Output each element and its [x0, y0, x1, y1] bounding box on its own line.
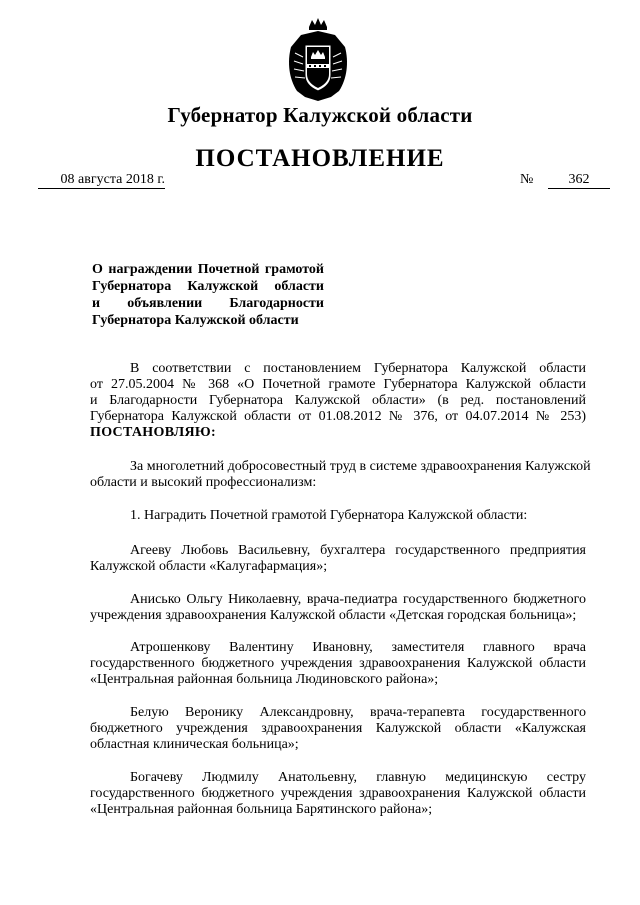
awardee-line: государственного бюджетного учреждения здравоохранения Калужской области	[90, 656, 586, 671]
awardee-line: Атрошенкову Валентину Ивановну, заместителя главного врача	[130, 640, 586, 655]
awardee-paragraph	[90, 705, 586, 753]
awardee-line: бюджетного учреждения здравоохранения Калужской области «Калужская	[90, 721, 586, 736]
reason-paragraph	[90, 459, 591, 491]
awardee-paragraph	[90, 640, 586, 688]
awardee-line: Агееву Любовь Васильевну, бухгалтера государственного предприятия	[130, 543, 586, 558]
awardee-line: Анисько Ольгу Николаевну, врача-педиатра государственного бюджетного	[130, 592, 586, 607]
awardee-line: учреждения здравоохранения Калужской области «Детская городская больница»;	[90, 608, 577, 623]
reason-line: области и высокий профессионализм:	[90, 475, 317, 490]
subject-line: Губернатора Калужской области	[92, 279, 324, 294]
coat-of-arms-icon	[285, 17, 351, 101]
awardee-line: «Центральная районная больница Барятинского района»;	[90, 802, 433, 817]
document-date: 08 августа 2018 г.	[38, 172, 165, 189]
preamble-line: от 27.05.2004 № 368 «О Почетной грамоте Губернатора Калужской области	[90, 377, 586, 392]
preamble-line: Губернатора Калужской области от 01.08.2012 № 376, от 04.07.2014 № 253)	[90, 409, 586, 424]
subject-line: Губернатора Калужской области	[92, 313, 299, 328]
preamble-line: и Благодарности Губернатора Калужской области» (в ред. постановлений	[90, 393, 586, 408]
decree-word: ПОСТАНОВЛЯЮ:	[90, 425, 216, 440]
item-1-text: 1. Наградить Почетной грамотой Губернатора Калужской области:	[130, 508, 528, 523]
item-1	[90, 508, 586, 524]
awardee-paragraph	[90, 543, 586, 575]
awardee-paragraph	[90, 592, 586, 624]
awardee-line: Богачеву Людмилу Анатольевну, главную медицинскую сестру	[130, 770, 586, 785]
awardee-line: государственного бюджетного учреждения здравоохранения Калужской области	[90, 786, 586, 801]
awardee-line: областная клиническая больница»;	[90, 737, 299, 752]
number-sign: №	[520, 172, 534, 187]
authority-title: Губернатор Калужской области	[167, 103, 473, 127]
subject-line: и объявлении Благодарности	[92, 296, 324, 311]
preamble-paragraph	[90, 361, 586, 425]
document-type-title: ПОСТАНОВЛЕНИЕ	[195, 145, 445, 172]
document-number: 362	[548, 172, 610, 189]
awardee-paragraph	[90, 770, 586, 818]
document-subject	[92, 261, 324, 329]
awardee-line: Калужской области «Калугафармация»;	[90, 559, 328, 574]
reason-line: За многолетний добросовестный труд в системе здравоохранения Калужской	[130, 459, 591, 474]
awardee-line: Белую Веронику Александровну, врача-терапевта государственного	[130, 705, 586, 720]
awardee-line: «Центральная районная больница Людиновского района»;	[90, 672, 439, 687]
preamble-line: В соответствии с постановлением Губернатора Калужской области	[130, 361, 586, 376]
subject-line: О награждении Почетной грамотой	[92, 262, 324, 277]
